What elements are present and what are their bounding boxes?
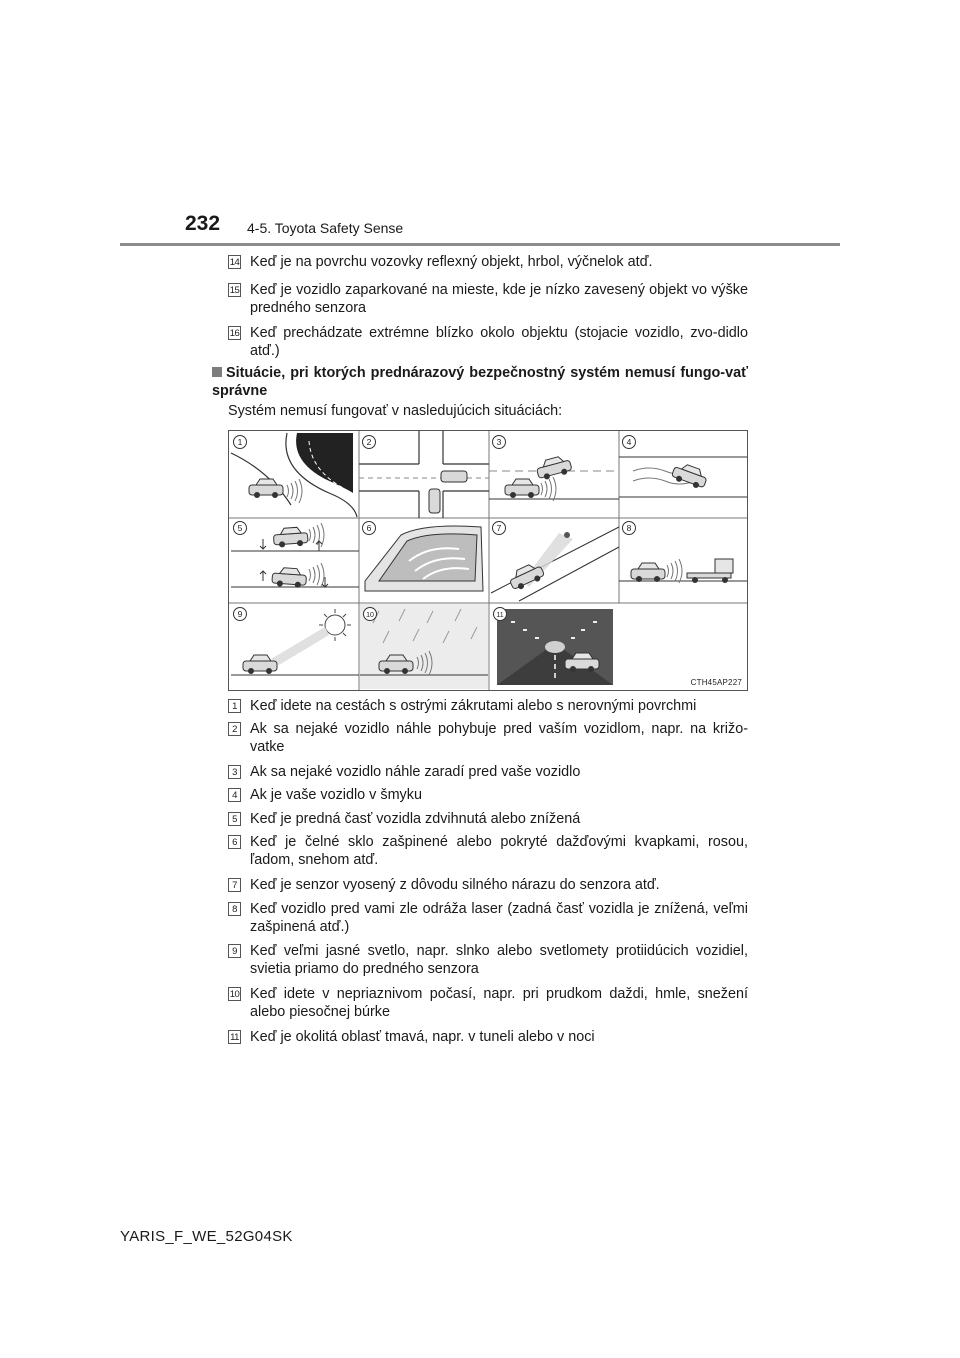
panel-number: 1	[237, 437, 243, 447]
list-item-text: Keď prechádzate extrémne blízko okolo objektu (stojacie vozidlo, zvo-didlo atď.)	[250, 325, 748, 359]
item-number-badge: 8	[228, 902, 241, 916]
figure-code: CTH45AP227	[690, 678, 742, 687]
panel-8-truck	[619, 559, 747, 583]
list-item	[228, 281, 748, 317]
list-item-text: Keď je čelné sklo zašpinené alebo pokryté dažďovými kvapkami, rosou, ľadom, snehom atď.	[250, 834, 748, 868]
panel-number: 7	[496, 523, 502, 533]
section-title: 4-5. Toyota Safety Sense	[247, 220, 404, 236]
panel-11-tunnel	[497, 609, 613, 685]
list-item	[228, 900, 748, 936]
list-item	[228, 786, 748, 804]
document-code: YARIS_F_WE_52G04SK	[120, 1228, 293, 1245]
list-item-text: Keď veľmi jasné svetlo, napr. slnko alebo svetlomety protiidúcich vozidiel, svietia priamo do predného senzora	[250, 943, 748, 977]
list-item-text: Keď je senzor vyosený z dôvodu silného nárazu do senzora atď.	[250, 877, 660, 893]
list-item-text: Keď je okolitá oblasť tmavá, napr. v tuneli alebo v noci	[250, 1029, 595, 1045]
panel-number: 11	[496, 612, 504, 619]
list-item-text: Keď je na povrchu vozovky reflexný objekt, hrbol, výčnelok atď.	[250, 254, 653, 270]
panel-9-sun-glare	[231, 609, 359, 675]
panel-number-badge	[234, 608, 247, 621]
panel-number-badge	[234, 436, 247, 449]
item-number-badge: 2	[228, 722, 241, 736]
panel-number-badge	[623, 436, 636, 449]
list-item-text: Keď je vozidlo zaparkované na mieste, kde je nízko zavesený objekt vo výške predného senzora	[250, 282, 748, 316]
list-item	[228, 876, 748, 894]
item-number-badge: 11	[228, 1030, 241, 1044]
panel-number-badge	[493, 522, 506, 535]
list-item	[228, 763, 748, 781]
list-item-text: Keď idete na cestách s ostrými zákrutami alebo s nerovnými povrchmi	[250, 698, 697, 714]
panel-number: 6	[366, 523, 372, 533]
panel-number-badge	[364, 608, 377, 621]
panel-number: 5	[237, 523, 243, 533]
panel-number-badge	[494, 608, 507, 621]
list-item	[228, 253, 748, 271]
list-item	[228, 1028, 748, 1046]
panel-5-front-raised-lowered	[231, 523, 359, 588]
list-item-text: Keď je predná časť vozidla zdvihnutá alebo znížená	[250, 811, 581, 827]
list-item-text: Ak sa nejaké vozidlo náhle pohybuje pred vaším vozidlom, napr. na križo-vatke	[250, 721, 748, 755]
list-item-text: Ak je vaše vozidlo v šmyku	[250, 787, 422, 803]
panel-6-dirty-windshield	[365, 526, 483, 591]
list-item	[228, 324, 748, 360]
panel-3-cut-in	[489, 454, 619, 501]
panel-number-badge	[363, 522, 376, 535]
subsection-heading	[212, 364, 748, 400]
panel-number-badge	[493, 436, 506, 449]
page-number: 232	[185, 212, 221, 235]
list-item	[228, 697, 748, 715]
list-item-text: Keď vozidlo pred vami zle odráža laser (zadná časť vozidla je znížená, veľmi zašpinená atď.)	[250, 901, 748, 935]
panel-number: 2	[366, 437, 372, 447]
panel-1-sharp-curve	[231, 433, 357, 517]
list-item	[228, 942, 748, 978]
list-item	[228, 720, 748, 756]
panel-number: 4	[626, 437, 632, 447]
item-number-badge: 10	[229, 989, 240, 1000]
list-item	[228, 810, 748, 828]
item-number-badge: 16	[229, 328, 240, 339]
item-number-badge: 5	[228, 812, 241, 826]
panel-7-misaligned-sensor	[491, 527, 619, 601]
item-number-badge: 7	[228, 878, 241, 892]
list-item	[228, 985, 748, 1021]
item-number-badge: 15	[229, 285, 240, 296]
square-bullet-icon	[212, 367, 222, 377]
panel-number-badge	[234, 522, 247, 535]
item-number-badge: 1	[228, 699, 241, 713]
panel-number-badge	[623, 522, 636, 535]
panel-number: 8	[626, 523, 632, 533]
list-item-text: Ak sa nejaké vozidlo náhle zaradí pred vaše vozidlo	[250, 764, 581, 780]
panel-2-intersection	[359, 431, 489, 518]
item-number-badge: 3	[228, 765, 241, 779]
situations-figure	[228, 430, 748, 691]
panel-number-badge	[363, 436, 376, 449]
intro-text: Systém nemusí fungovať v nasledujúcich situáciách:	[228, 403, 563, 419]
subsection-heading-text: Situácie, pri ktorých prednárazový bezpečnostný systém nemusí fungo-vať správne	[212, 365, 748, 399]
panel-number: 10	[366, 612, 374, 619]
situations-illustration	[229, 431, 747, 690]
panel-number: 9	[237, 609, 243, 619]
item-number-badge: 14	[229, 257, 240, 268]
list-item-text: Keď idete v nepriaznivom počasí, napr. pri prudkom daždi, hmle, snežení alebo piesočnej búrke	[250, 986, 748, 1020]
list-item	[228, 833, 748, 869]
item-number-badge: 9	[228, 944, 241, 958]
panel-number: 3	[496, 437, 502, 447]
panel-10-bad-weather	[360, 604, 488, 689]
item-number-badge: 6	[228, 835, 241, 849]
panel-4-skid	[619, 457, 747, 497]
header-rule	[120, 243, 840, 246]
item-number-badge: 4	[228, 788, 241, 802]
